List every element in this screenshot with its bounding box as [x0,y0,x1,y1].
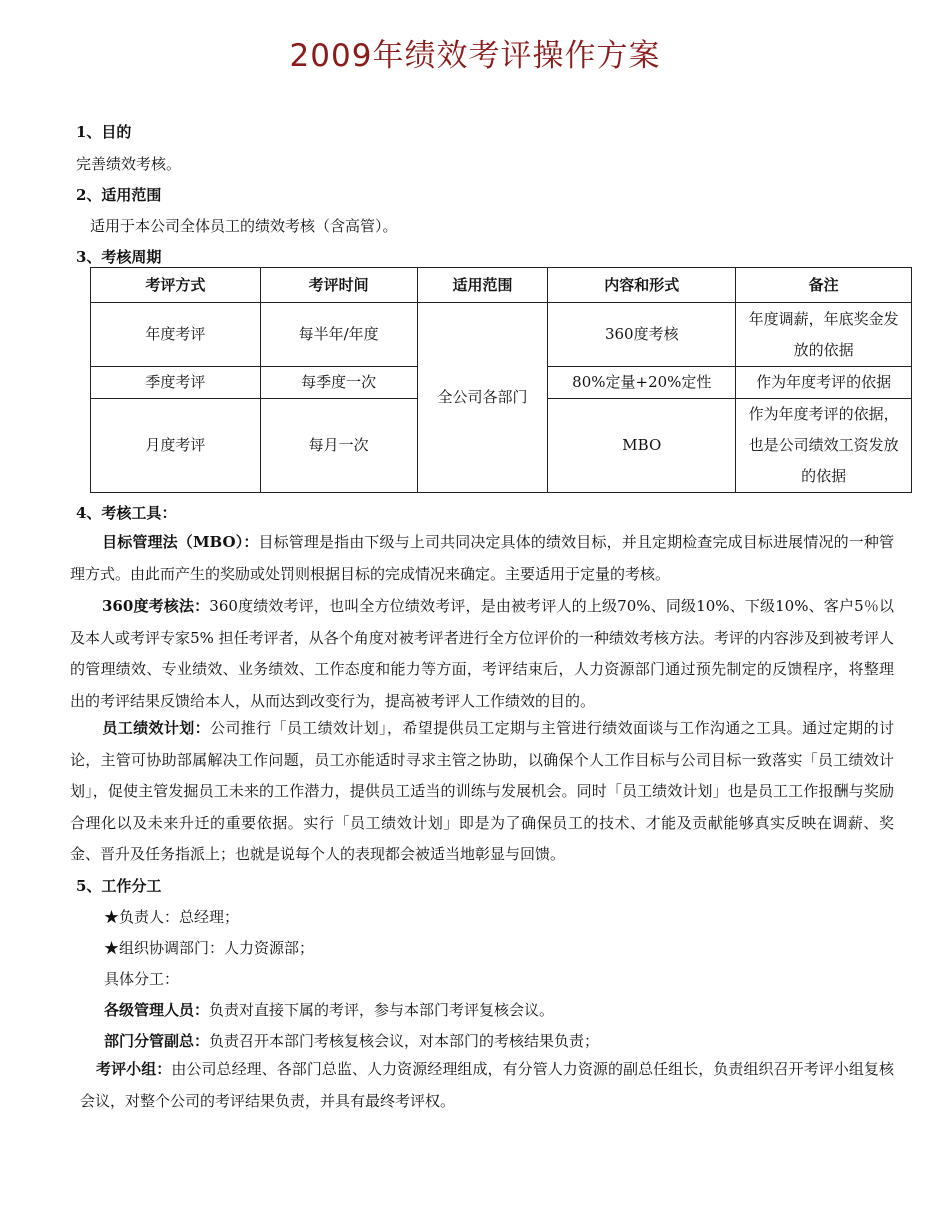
table-header-row [91,268,912,303]
cell-note: 作为年度考评的依据 [736,367,912,399]
column-header: 内容和形式 [548,268,736,303]
performance-plan-label: 员工绩效计划： [102,719,210,737]
detail-line: 具体分工： [104,970,180,988]
cell-method: 季度考评 [91,367,261,399]
section-2-text: 适用于本公司全体员工的绩效考核（含高管）。 [90,217,398,235]
cell-time: 每月一次 [260,399,417,493]
mbo-text: 目标管理是指由下级与上司共同决定具体的绩效目标，并且定期检查完成目标进展情况的一种管理方式。由此而产生的奖励或处罚则根据目标的完成情况来确定。主要适用于定量的考核。 [70,533,894,583]
section-5-heading: 5、工作分工 [76,877,162,895]
vp-text: 负责召开本部门考核复核会议，对本部门的考核结果负责； [209,1032,600,1050]
cell-method: 月度考评 [91,399,261,493]
mbo-label: 目标管理法（MBO）： [102,533,259,551]
cell-time: 每季度一次 [260,367,417,399]
cell-method: 年度考评 [91,303,261,367]
table-row [91,303,912,367]
degree360-label: 360度考核法： [102,597,210,615]
column-header: 考评方式 [91,268,261,303]
degree360-text: 360度绩效考评，也叫全方位绩效考评，是由被考评人的上级70%、同级10%、下级10%、客户5％以及本人或考评专家5% 担任考评者，从各个角度对被考评者进行全方位评价的一种绩效考核方法。考评的内容涉及到被考评人的管理绩效、专业绩效、业务绩效、工作态度和能力等方面，考评结束后，人力资源部门通过预先制定的反馈程序，将整理出的考评结果反馈给本人，从而达到改变行为，提高被考评人工作绩效的目的。 [70,597,895,710]
section-1-text: 完善绩效考核。 [76,155,182,173]
cell-content: 80%定量+20%定性 [548,367,736,399]
section-2-heading: 2、适用范围 [76,186,162,204]
managers-label: 各级管理人员： [104,1001,210,1019]
mbo-paragraph [70,527,894,590]
performance-plan-text: 公司推行「员工绩效计划」，希望提供员工定期与主管进行绩效面谈与工作沟通之工具。通过定期的讨论，主管可协助部属解决工作问题，员工亦能适时寻求主管之协助，以确保个人工作目标与公司目标一致落实「员工绩效计划」，促使主管发掘员工未来的工作潜力，提供员工适当的训练与发展机会。同时「员工绩效计划」也是员工工作报酬与奖励合理化以及未来升迁的重要依据。实行「员工绩效计划」即是为了确保员工的技术、才能及贡献能够真实反映在调薪、奖金、晋升及任务指派上；也就是说每个人的表现都会被适当地彰显与回馈。 [70,719,894,863]
cell-content: MBO [548,399,736,493]
review-group-text: 由公司总经理、各部门总监、人力资源经理组成，有分管人力资源的副总任组长，负责组织召开考评小组复核会议，对整个公司的考评结果负责，并具有最终考评权。 [80,1060,894,1110]
review-cycle-table [90,267,912,493]
coordination-line: ★组织协调部门：人力资源部； [104,939,315,957]
review-group-label: 考评小组： [96,1060,172,1078]
managers-text: 负责对直接下属的考评，参与本部门考评复核会议。 [209,1001,555,1019]
cell-content: 360度考核 [548,303,736,367]
vp-label: 部门分管副总： [104,1032,210,1050]
section-1-heading: 1、目的 [76,123,132,141]
vp-line [104,1030,599,1051]
cell-note: 作为年度考评的依据，也是公司绩效工资发放的依据 [736,399,912,493]
section-4-heading: 4、考核工具： [76,504,177,522]
section-3-heading: 3、考核周期 [76,248,162,266]
lead-line: ★负责人：总经理； [104,908,240,926]
review-group-paragraph [80,1054,894,1117]
cell-note: 年度调薪，年底奖金发放的依据 [736,303,912,367]
cell-scope: 全公司各部门 [417,303,548,493]
degree360-paragraph [70,591,894,717]
performance-plan-paragraph [70,713,894,871]
managers-line [104,999,554,1020]
column-header: 考评时间 [260,268,417,303]
cell-time: 每半年/年度 [260,303,417,367]
page-title: 2009年绩效考评操作方案 [289,38,661,74]
column-header: 适用范围 [417,268,548,303]
column-header: 备注 [736,268,912,303]
